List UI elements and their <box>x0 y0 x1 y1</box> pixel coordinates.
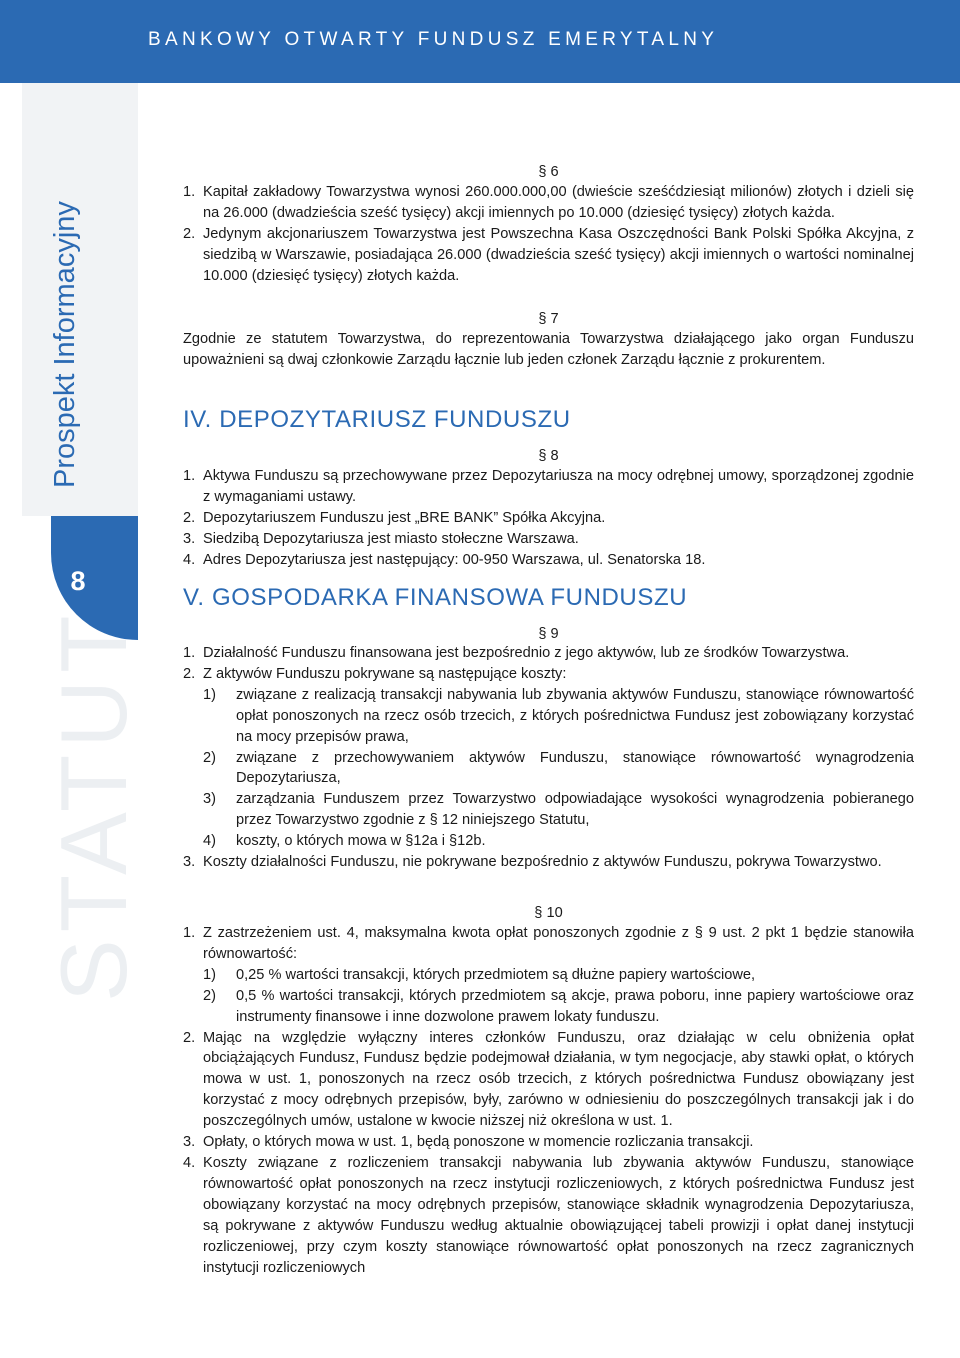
paragraph-mark-8: § 8 <box>538 448 559 464</box>
list-item <box>183 1153 914 1278</box>
paragraph-6 <box>183 182 914 287</box>
paragraph-7 <box>183 329 914 371</box>
item-number: 2. <box>183 225 196 242</box>
sub-list-item <box>183 965 914 986</box>
sub-item-number: 1) <box>203 686 216 703</box>
item-number: 3. <box>183 1134 196 1151</box>
item-text: Jedynym akcjonariuszem Towarzystwa jest Powszechna Kasa Oszczędności Bank Polski Spółka Akcyjna, z siedzibą w Warszawie, posiadająca 26.000 (dwadzieścia sześć tysięcy) akcji imiennych o wartości nominalnej 10.000 (dziesięć tysięcy) złotych każda. <box>203 225 914 284</box>
item-number: 1. <box>183 468 196 484</box>
item-number: 4. <box>183 1154 196 1171</box>
item-text: Z aktywów Funduszu pokrywane są następujące koszty: <box>203 665 567 682</box>
list-item <box>183 643 914 664</box>
list-item <box>183 1028 914 1133</box>
sub-item-text: 0,25 % wartości transakcji, których przedmiotem są dłużne papiery wartościowe, <box>236 966 756 983</box>
item-number: 3. <box>183 530 196 547</box>
item-number: 2. <box>183 1029 196 1046</box>
list-item <box>183 923 914 965</box>
item-text: Koszty działalności Funduszu, nie pokrywane bezpośrednio z aktywów Funduszu, pokrywa Towarzystwo. <box>203 854 882 871</box>
list-item <box>183 182 914 224</box>
item-number: 1. <box>183 925 196 941</box>
item-number: 3. <box>183 854 196 871</box>
item-number: 2. <box>183 509 196 526</box>
sub-list-item <box>183 789 914 831</box>
list-item <box>183 224 914 287</box>
sub-item-text: zarządzania Funduszem przez Towarzystwo odpowiadające wysokości wynagrodzenia pobieranego przez Towarzystwo zgodnie z § 12 niniejszego Statutu, <box>236 791 914 829</box>
sub-item-number: 3) <box>203 791 216 808</box>
item-text: Aktywa Funduszu są przechowywane przez Depozytariusza na mocy odrębnej umowy, sporządzonej zgodnie z wymaganiami ustawy. <box>203 468 914 505</box>
item-number: 1. <box>183 184 196 200</box>
item-text: Depozytariuszem Funduszu jest „BRE BANK” Spółka Akcyjna. <box>203 509 606 526</box>
section-title-vertical: Prospekt Informacyjny <box>49 201 81 488</box>
list-item <box>183 664 914 685</box>
item-text: Mając na względzie wyłączny interes członków Funduszu, oraz działając w celu obniżenia opłat obciążających Fundusz, Fundusz będzie podejmował działania, w tym negocjacje, aby stawki opłat, o których mowa w ust. 1, ponoszonych na rzecz osób trzecich, z których pośrednictwa Fundusz obowiązany jest korzystać z mocy odrębnych przepisów, były, zarówno w odniesieniu do poszczególnych transakcji jak i do poszczególnych umów, ustalone w kwocie niższej niż określona w ust. 1. <box>203 1029 914 1130</box>
list-item <box>183 852 914 873</box>
item-text: Adres Depozytariusza jest następujący: 00-950 Warszawa, ul. Senatorska 18. <box>203 551 706 568</box>
sub-item-number: 1) <box>203 966 216 983</box>
sub-item-text: koszty, o których mowa w §12a i §12b. <box>236 833 486 850</box>
item-text: Opłaty, o których mowa w ust. 1, będą ponoszone w momencie rozliczania transakcji. <box>203 1134 754 1151</box>
sub-item-number: 4) <box>203 833 216 850</box>
item-number: 4. <box>183 551 196 568</box>
sub-list-item <box>183 685 914 748</box>
sub-item-text: związane z realizacją transakcji nabywania lub zbywania aktywów Funduszu, stanowiące równowartość opłat ponoszonych na rzecz osób trzecich, z których pośrednictwa Fundusz jest zobowiązany korzystać na mocy przepisów prawa, <box>236 686 914 745</box>
chapter-heading-v: V. GOSPODARKA FINANSOWA FUNDUSZU <box>183 584 688 611</box>
header-title: BANKOWY OTWARTY FUNDUSZ EMERYTALNY <box>148 29 719 50</box>
list-item <box>183 466 914 508</box>
sub-item-text: związane z przechowywaniem aktywów Funduszu, stanowiące równowartość wynagrodzenia Depozytariusza, <box>236 749 914 787</box>
item-text: Siedzibą Depozytariusza jest miasto stołeczne Warszawa. <box>203 530 579 547</box>
item-number: 1. <box>183 645 196 661</box>
paragraph-9 <box>183 643 914 873</box>
item-text: Działalność Funduszu finansowana jest bezpośrednio z jego aktywów, lub ze środków Towarzystwa. <box>203 645 850 661</box>
list-item <box>183 1132 914 1153</box>
page-number: 8 <box>70 566 86 596</box>
list-item <box>183 508 914 529</box>
item-text: Koszty związane z rozliczeniem transakcji nabywania lub zbywania aktywów Funduszu, stanowiące równowartość opłat ponoszonych na rzecz instytucji rozliczeniowych, z których pośrednictwa Fundusz jest obowiązany korzystać na mocy odrębnych przepisów, stanowiące składnik wynagrodzenia Depozytariusza, są pokrywane z aktywów Funduszu według aktualnie obowiązującej tabeli prowizji i opłat danej instytucji rozliczeniowej, przy czym koszty stanowiące równowartość opłat ponoszonych na rzecz zagranicznych instytucji rozliczeniowych <box>203 1154 914 1276</box>
sub-item-text: 0,5 % wartości transakcji, których przedmiotem są akcje, prawa poboru, inne papiery wartościowe oraz instrumenty finansowe i inne dozwolone prawem lokaty funduszu. <box>236 987 914 1025</box>
paragraph-mark-6: § 6 <box>538 164 559 180</box>
paragraph-mark-9: § 9 <box>538 626 559 642</box>
sub-item-number: 2) <box>203 749 216 766</box>
paragraph-text: Zgodnie ze statutem Towarzystwa, do reprezentowania Towarzystwa działającego jako organ Funduszu upoważnieni są dwaj członkowie Zarządu łącznie lub jeden członek Zarządu łącznie z prokurentem. <box>183 331 914 368</box>
paragraph-mark-10: § 10 <box>534 905 563 921</box>
sub-list-item <box>183 986 914 1028</box>
sub-list-item <box>183 831 914 852</box>
sub-item-number: 2) <box>203 987 216 1004</box>
paragraph-10 <box>183 923 914 1278</box>
item-number: 2. <box>183 665 196 682</box>
statut-watermark: STATUT <box>41 608 146 1002</box>
sub-list-item <box>183 748 914 790</box>
item-text: Z zastrzeżeniem ust. 4, maksymalna kwota opłat ponoszonych zgodnie z § 9 ust. 2 pkt 1 będzie stanowiła równowartość: <box>203 925 914 962</box>
chapter-heading-iv: IV. DEPOZYTARIUSZ FUNDUSZU <box>183 406 571 433</box>
item-text: Kapitał zakładowy Towarzystwa wynosi 260.000.000,00 (dwieście sześćdziesiąt milionów) złotych i dzieli się na 26.000 (dwadzieścia sześć tysięcy) akcji imiennych po 10.000 (dziesięć tysięcy) złotych każda. <box>203 184 914 221</box>
paragraph-mark-7: § 7 <box>538 311 559 327</box>
paragraph-8 <box>183 466 914 571</box>
header-band <box>0 0 960 83</box>
list-item <box>183 529 914 550</box>
list-item <box>183 550 914 571</box>
